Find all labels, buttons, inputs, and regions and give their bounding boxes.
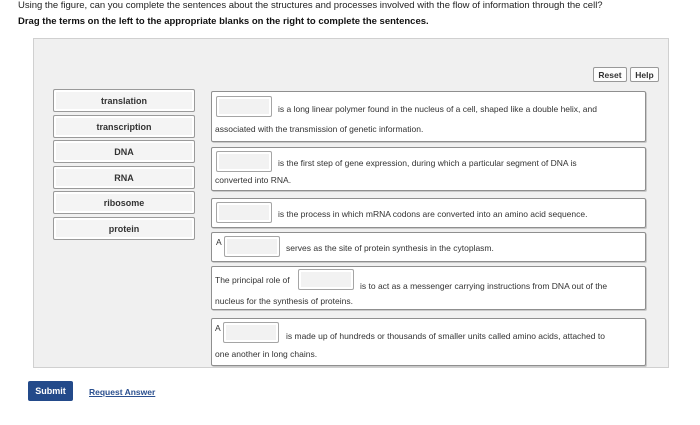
sentence-text: serves as the site of protein synthesis in the cytoplasm. — [286, 243, 494, 253]
sentence-text-line2: nucleus for the synthesis of proteins. — [215, 296, 353, 306]
help-button[interactable]: Help — [630, 67, 659, 82]
blank-drop-target[interactable] — [216, 151, 272, 172]
sentence-text: is made up of hundreds or thousands of smaller units called amino acids, attached to — [286, 331, 605, 341]
sentence-text: is to act as a messenger carrying instructions from DNA out of the — [360, 281, 608, 291]
question-text: Using the figure, can you complete the sentences about the structures and processes involved with the flow of information through the cell? — [18, 0, 603, 11]
article-text: A — [215, 323, 221, 333]
term-ribosome[interactable]: ribosome — [53, 191, 195, 214]
sentence-1 — [211, 91, 646, 142]
sentence-4 — [211, 232, 646, 262]
article-text: A — [216, 237, 222, 247]
term-protein[interactable]: protein — [53, 217, 195, 240]
instruction-text: Drag the terms on the left to the appropriate blanks on the right to complete the sentences. — [18, 16, 429, 27]
term-translation[interactable]: translation — [53, 89, 195, 112]
term-rna[interactable]: RNA — [53, 166, 195, 189]
sentence-text-before: The principal role of — [215, 275, 290, 285]
blank-drop-target[interactable] — [223, 322, 279, 343]
sentence-text-line2: converted into RNA. — [215, 175, 292, 185]
blank-drop-target[interactable] — [224, 236, 280, 257]
sentence-3 — [211, 198, 646, 228]
reset-button[interactable]: Reset — [593, 67, 627, 82]
sentence-text-line2: one another in long chains. — [215, 349, 318, 359]
submit-button[interactable]: Submit — [28, 381, 73, 401]
blank-drop-target[interactable] — [298, 269, 354, 290]
sentence-6 — [211, 318, 646, 366]
term-transcription[interactable]: transcription — [53, 115, 195, 138]
request-answer-link[interactable]: Request Answer — [89, 387, 156, 397]
sentence-text: is the process in which mRNA codons are converted into an amino acid sequence. — [278, 209, 588, 219]
sentence-text-line2: associated with the transmission of genetic information. — [215, 124, 424, 134]
sentence-text: is the first step of gene expression, during which a particular segment of DNA is — [278, 158, 577, 168]
sentence-text: is a long linear polymer found in the nucleus of a cell, shaped like a double helix, and — [278, 104, 597, 114]
blank-drop-target[interactable] — [216, 96, 272, 117]
sentence-5 — [211, 266, 646, 310]
drag-drop-workspace — [33, 38, 669, 368]
blank-drop-target[interactable] — [216, 202, 272, 223]
sentence-2 — [211, 147, 646, 191]
term-dna[interactable]: DNA — [53, 140, 195, 163]
